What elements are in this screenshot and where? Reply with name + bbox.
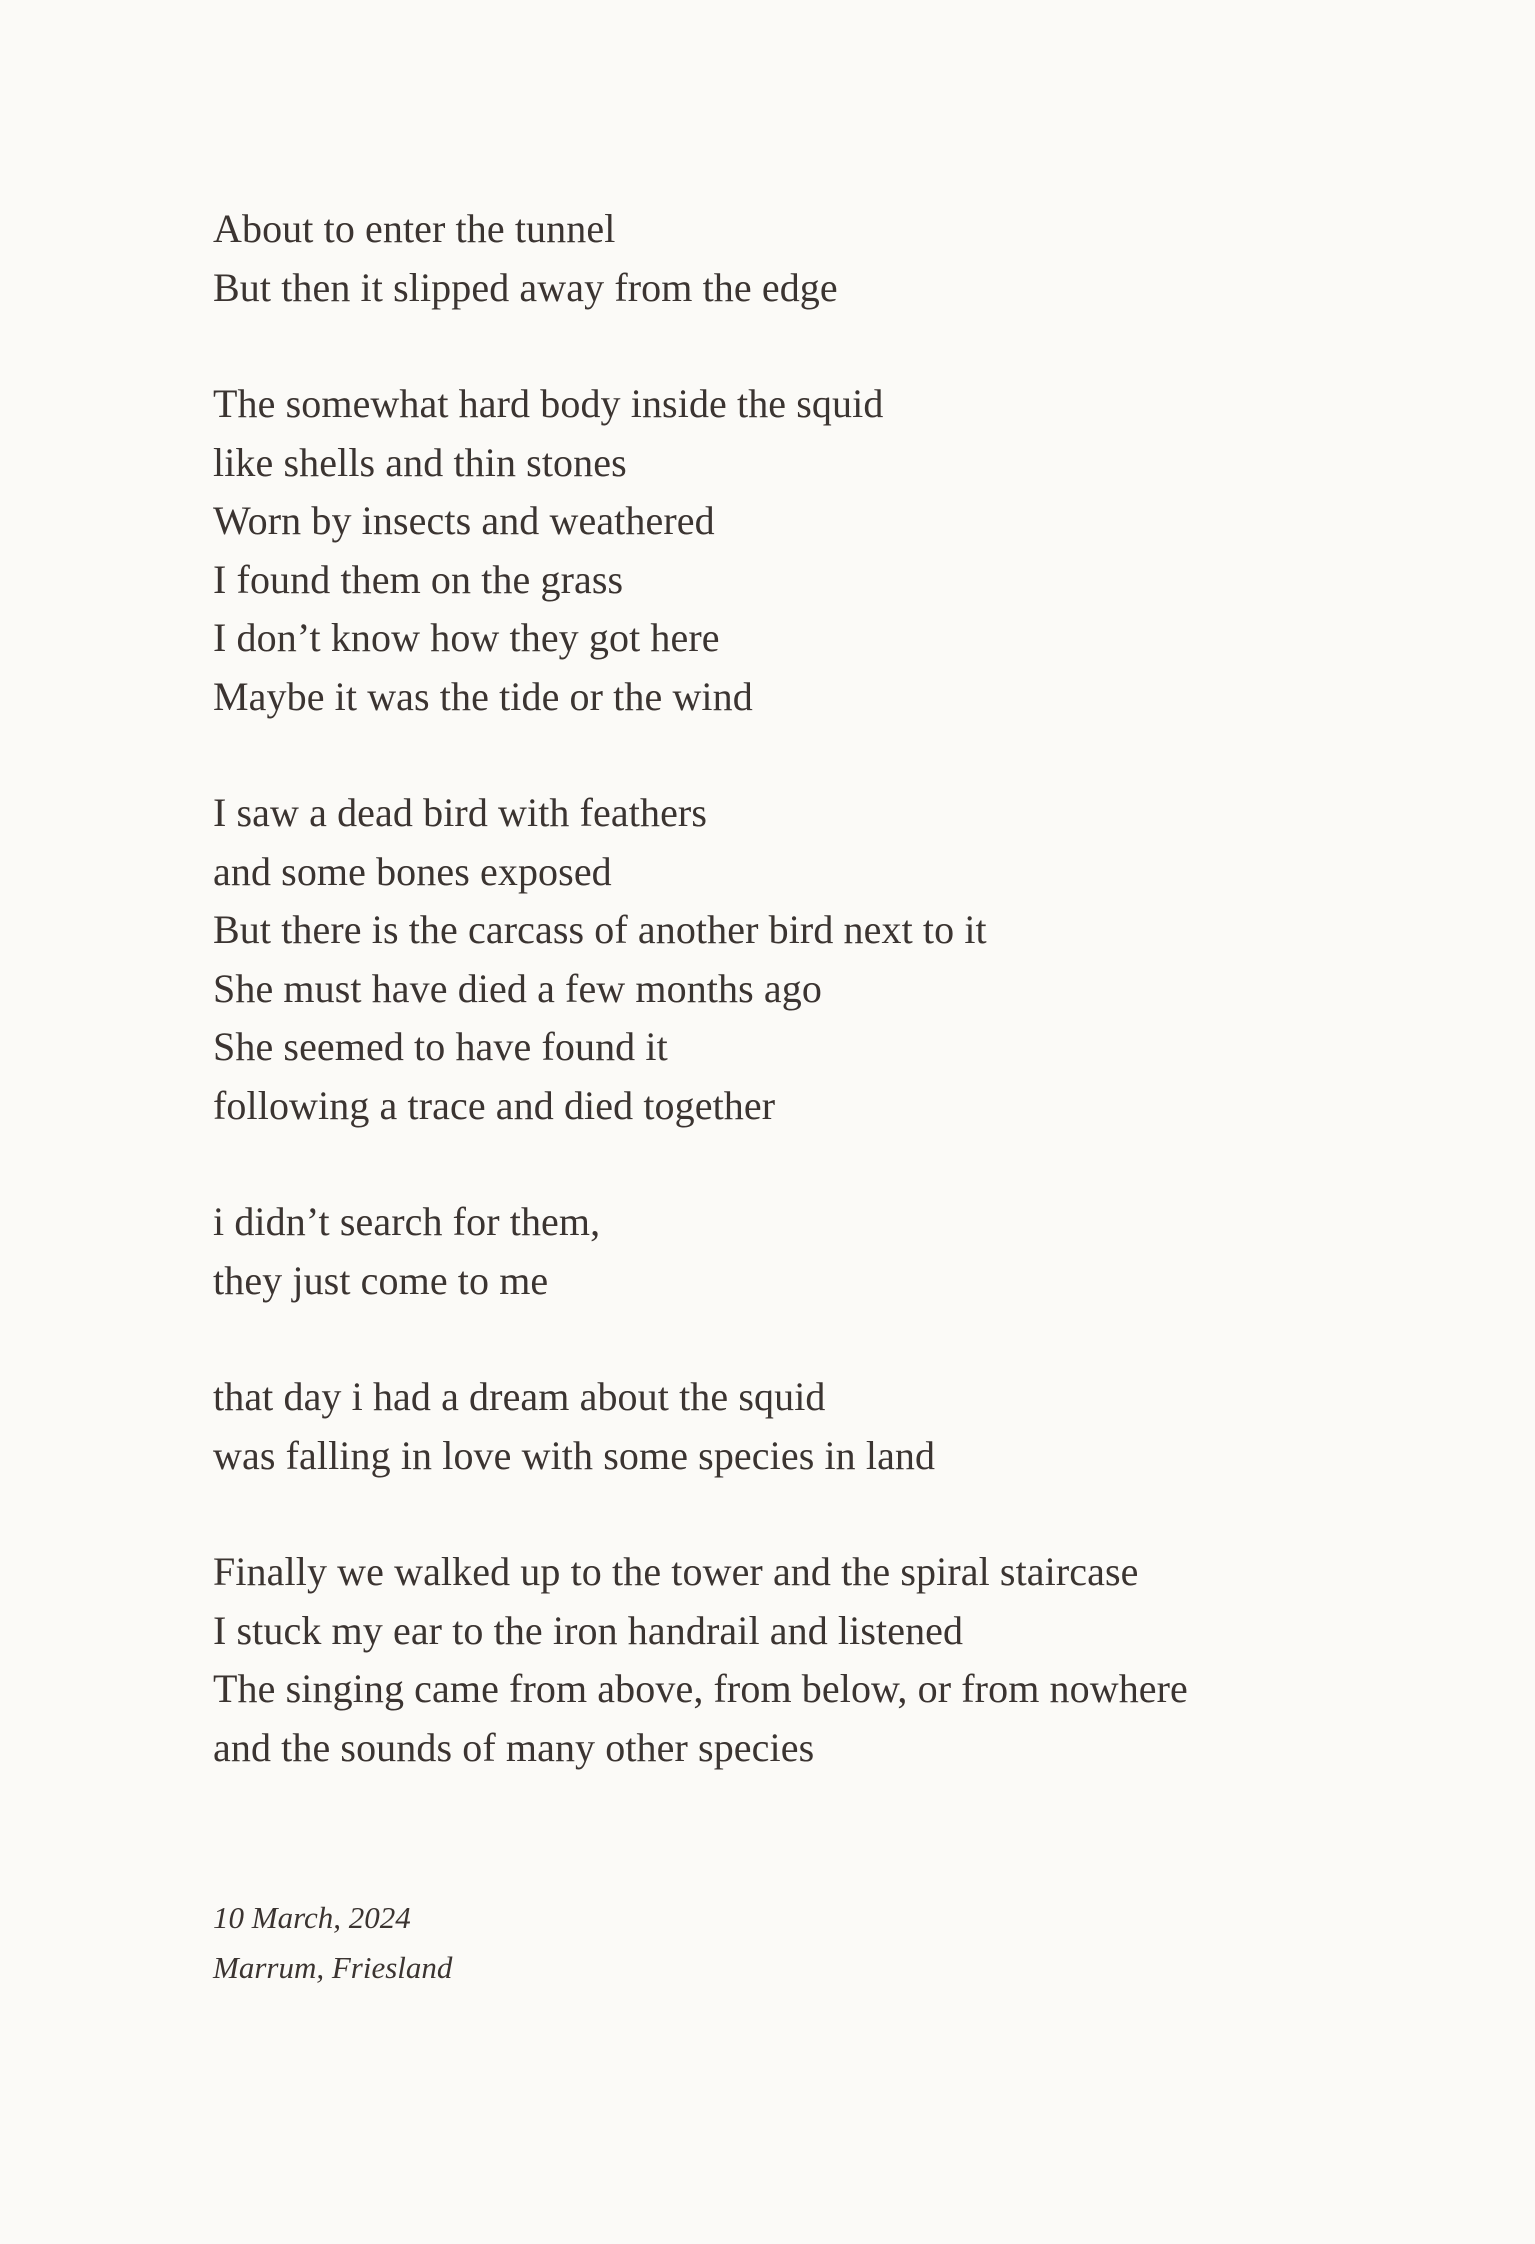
poem-line: She must have died a few months ago (213, 965, 822, 1011)
poem-line: i didn’t search for them, (213, 1199, 601, 1244)
poem-line: I saw a dead bird with feathers (213, 790, 708, 835)
poem-line: was falling in love with some species in land (213, 1432, 936, 1478)
poem-line: and some bones exposed (213, 848, 612, 894)
stanza-3 (213, 784, 1363, 1135)
poem-line: following a trace and died together (213, 1082, 776, 1128)
date: 10 March, 2024 (213, 1900, 411, 1935)
poem-line: and the sounds of many other species (213, 1724, 815, 1770)
poem (213, 200, 1363, 1835)
stanza-5 (213, 1368, 1363, 1485)
poem-line: I stuck my ear to the iron handrail and listened (213, 1607, 964, 1653)
poem-line: Maybe it was the tide or the wind (213, 673, 753, 719)
stanza-1 (213, 200, 1363, 317)
colophon (213, 1893, 452, 1993)
place: Marrum, Friesland (213, 1950, 453, 1985)
poem-line: She seemed to have found it (213, 1024, 668, 1069)
poem-line: Finally we walked up to the tower and the spiral staircase (213, 1549, 1139, 1594)
poem-line: like shells and thin stones (213, 439, 627, 485)
stanza-2 (213, 375, 1363, 726)
stanza-4 (213, 1193, 1363, 1310)
poem-line: Worn by insects and weathered (213, 498, 715, 543)
poem-line: I don’t know how they got here (213, 615, 720, 660)
poem-line: they just come to me (213, 1257, 549, 1303)
poem-line: The singing came from above, from below, or from nowhere (213, 1666, 1188, 1711)
stanza-6 (213, 1543, 1363, 1777)
poem-line: But then it slipped away from the edge (213, 264, 838, 310)
poem-line: that day i had a dream about the squid (213, 1374, 826, 1419)
poem-line: The somewhat hard body inside the squid (213, 381, 884, 426)
poem-line: But there is the carcass of another bird next to it (213, 907, 987, 952)
poem-line: About to enter the tunnel (213, 206, 616, 251)
poem-line: I found them on the grass (213, 556, 624, 602)
